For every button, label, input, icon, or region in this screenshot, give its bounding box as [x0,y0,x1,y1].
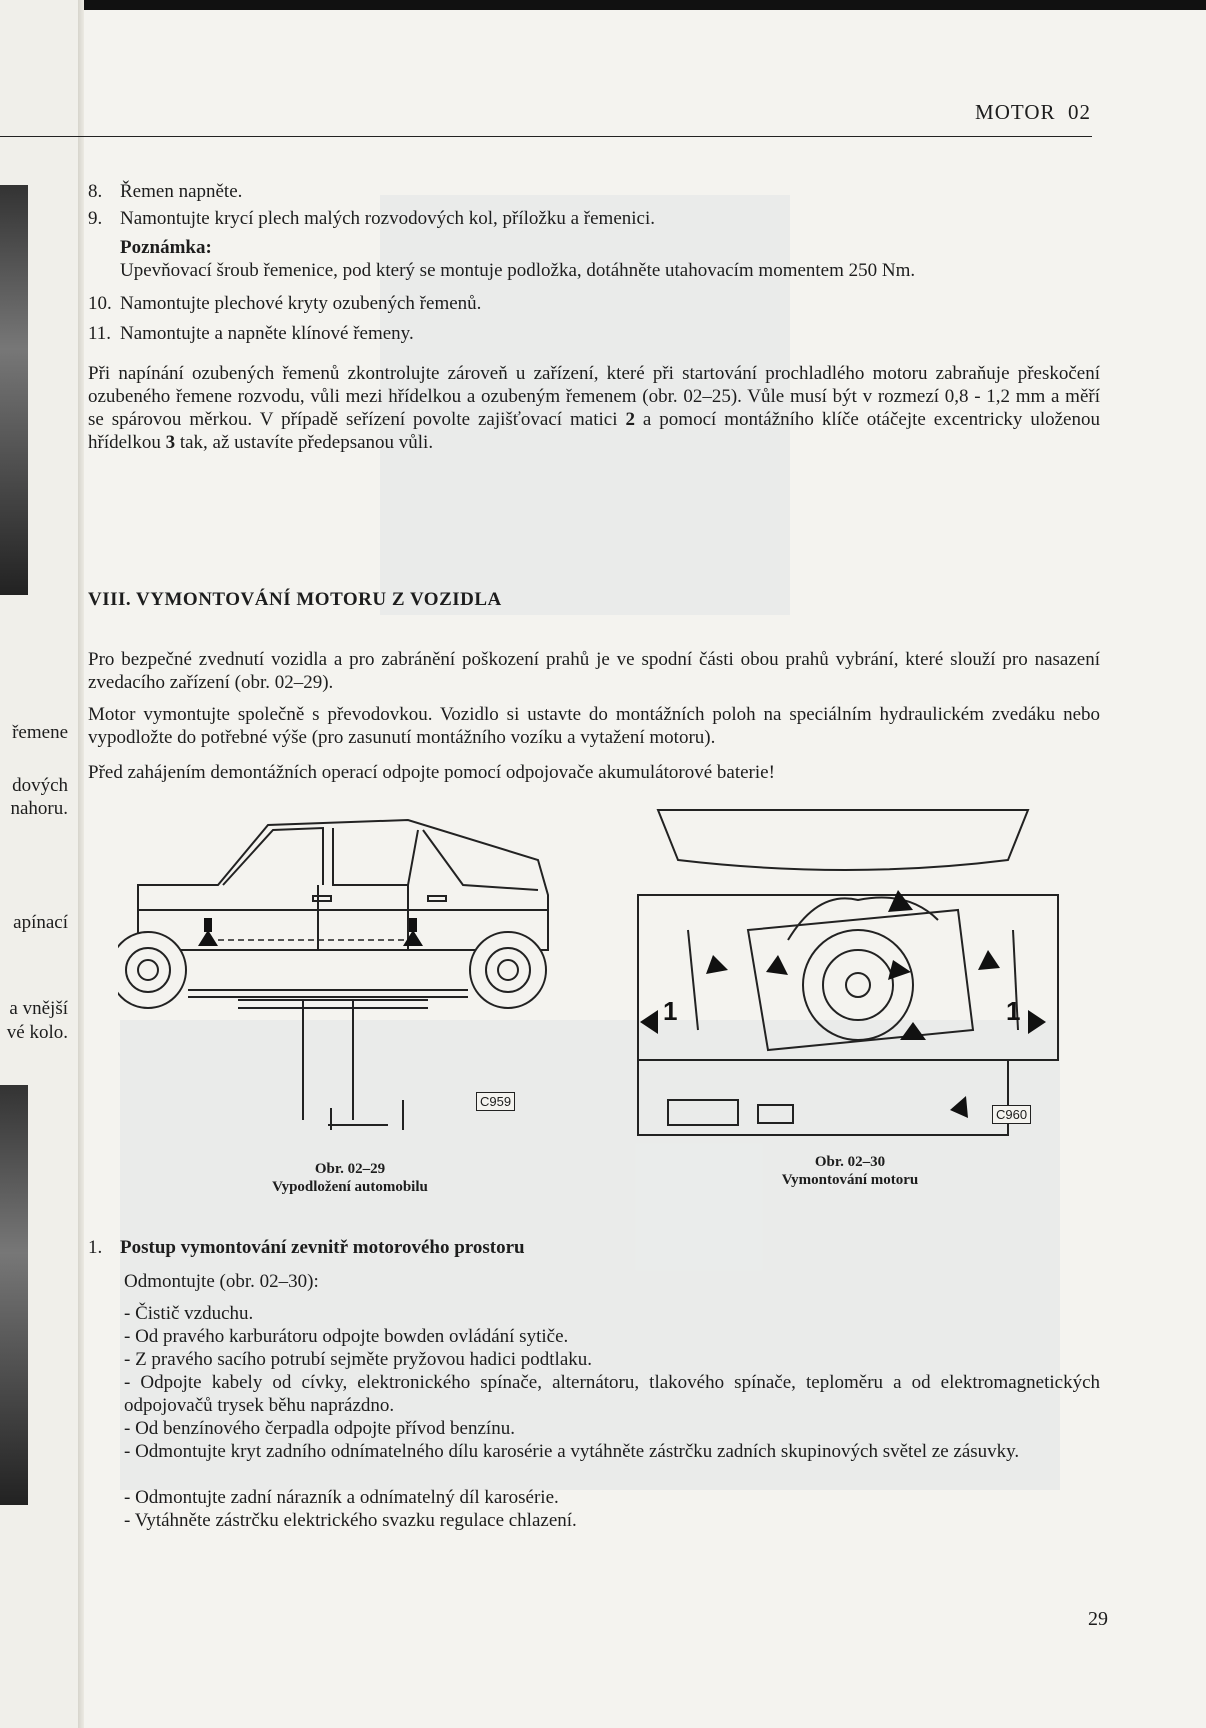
callout-number: 1 [663,996,678,1026]
paragraph-belt-tension: Při napínání ozubených řemenů zkontrolujte zároveň u zařízení, které při startování prochladlého motoru zabraňuje přeskočení ozubeného řemene rozvodu, vůli mezi hřídelkou a ozubeným řemenem (obr. 02–25). Vůle musí být v rozmezí 0,8 - 1,2 mm a měří se spárovou měrkou. V případě seřízení povolte zajišťovací matici 2 a pomocí montážního klíče otáčejte excentricky uloženou hřídelkou 3 tak, až ustavíte předepsanou vůli. [88,363,1100,453]
adjacent-photo [0,185,28,595]
list-item: 8. Řemen napněte. [88,181,243,202]
figure-caption: Obr. 02–30 Vymontování motoru [781,1154,919,1188]
callout-number: 1 [1006,996,1021,1026]
adjacent-text: apínací [13,912,68,933]
section-heading: VIII. VYMONTOVÁNÍ MOTORU Z VOZIDLA [88,589,502,610]
running-header: MOTOR 02 [975,100,1091,124]
book-spine [78,0,84,1728]
procedure-step: - Od benzínového čerpadla odpojte přívod benzínu. [124,1418,515,1439]
adjacent-photo-lower [0,1085,28,1505]
procedure-step: - Vytáhněte zástrčku elektrického svazku regulace chlazení. [124,1510,577,1531]
adjacent-page-fragment [0,0,78,1728]
procedure-step: - Z pravého sacího potrubí sejměte pryžovou hadici podtlaku. [124,1349,593,1370]
adjacent-text: řemene [12,722,68,743]
procedure-title: 1. Postup vymontování zevnitř motorového prostoru [88,1237,525,1258]
adjacent-text: a vnější [9,998,68,1019]
procedure-step: - Odmontujte kryt zadního odnímatelného dílu karosérie a vytáhněte zástrčku zadních skupinových světel ze zásuvky. [124,1441,1020,1462]
procedure-step: - Čistič vzduchu. [124,1303,254,1324]
figure-code: C959 [476,1092,515,1111]
procedure-step: - Od pravého karburátoru odpojte bowden ovládání sytiče. [124,1326,569,1347]
page-number: 29 [1088,1608,1108,1630]
figure-engine-bay [628,800,1068,1145]
procedure-step: - Odmontujte zadní nárazník a odnímatelný díl karosérie. [124,1487,559,1508]
list-item: 10. Namontujte plechové kryty ozubených řemenů. [88,293,482,314]
note-label: Poznámka: [120,237,212,258]
list-item: 11. Namontujte a napněte klínové řemeny. [88,323,414,344]
adjacent-text: vé kolo. [6,1022,68,1043]
figure-car-lift [118,800,558,1145]
header-rule [0,136,1092,137]
note-text: Upevňovací šroub řemenice, pod který se montuje podložka, dotáhněte utahovacím momentem 250 Nm. [120,260,916,281]
procedure-step: - Odpojte kabely od cívky, elektronického spínače, alternátoru, tlakového spínače, teploměru a od elektromagnetických odpojovačů trysek běhu naprázdno. [124,1372,1100,1416]
adjacent-text: nahoru. [10,798,68,819]
paragraph: Motor vymontujte společně s převodovkou. Vozidlo si ustavte do montážních poloh na speciálním hydraulickém zvedáku nebo vypodložte do potřebné výše (pro zasunutí montážního vozíku a vytažení motoru). [88,704,1100,748]
adjacent-text: dových [12,775,68,796]
engine-bay-illustration [628,800,1068,1145]
paragraph: Pro bezpečné zvednutí vozidla a pro zabránění poškození prahů je ve spodní části obou prahů vybrání, které slouží pro nasazení zvedacího zařízení (obr. 02–29). [88,649,1100,693]
scan-top-edge [0,0,1206,10]
figure-code: C960 [992,1105,1031,1124]
procedure-intro: Odmontujte (obr. 02–30): [124,1271,319,1292]
figure-caption: Obr. 02–29 Vypodložení automobilu [272,1161,428,1195]
paragraph: Před zahájením demontážních operací odpojte pomocí odpojovače akumulátorové baterie! [88,762,775,783]
list-item: 9. Namontujte krycí plech malých rozvodových kol, příložku a řemenici. [88,208,655,229]
